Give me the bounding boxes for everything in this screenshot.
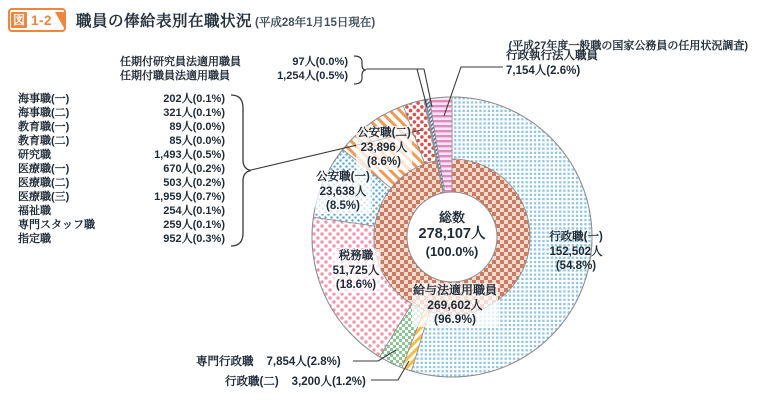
list-item [18, 218, 225, 232]
callout-name: 行政職(一) [549, 231, 603, 243]
list-item [18, 162, 225, 176]
list-item-value: 1,493人(0.5%) [154, 149, 225, 161]
list-item [18, 92, 225, 106]
figure-title-note: (平成28年1月15日現在) [255, 17, 376, 29]
list-item-label: 福祉職 [18, 205, 51, 217]
label-gyosei-1 [548, 230, 604, 274]
callout-people: 269,602人 [427, 297, 483, 312]
list-item-value: 89人(0.0%) [169, 121, 225, 133]
list-item-value: 670人(0.2%) [163, 163, 225, 175]
list-item [18, 232, 225, 246]
list-item-label: 研究職 [18, 149, 51, 161]
list-item-label: 医療職(二) [18, 177, 70, 189]
list-item-label: 指定職 [18, 233, 51, 245]
callout-name: 税務職 [338, 250, 374, 262]
list-item-value: 254人(0.1%) [163, 205, 225, 217]
label-zeimu [332, 249, 381, 293]
callout-people: 23,638人 [319, 185, 367, 198]
list-item-value: 952人(0.3%) [163, 233, 225, 245]
label-total-center [418, 209, 487, 260]
label-koan-1 [315, 170, 371, 214]
list-item-value: 202人(0.1%) [163, 93, 225, 105]
callout-people: 152,502人 [549, 245, 603, 258]
left-list-brace [231, 95, 251, 246]
callout-pct: (96.9%) [433, 312, 477, 326]
total-label: 総数 [438, 210, 466, 225]
list-item [18, 190, 225, 204]
callout-name: 行政執行法人職員 [506, 50, 598, 62]
callout-pct: (8.6%) [367, 156, 401, 168]
list-item-value: 1,254人(0.5%) [277, 70, 348, 82]
callout-value: 7,854人(2.8%) [266, 356, 341, 368]
list-item-label: 医療職(一) [18, 163, 70, 175]
label-gyosei-hojin [505, 49, 599, 79]
callout-pct: (18.6%) [335, 279, 377, 291]
list-item [18, 176, 225, 190]
survey-note: (平成27年度一般職の国家公務員の任用状況調査) [508, 40, 748, 52]
label-koan-2 [356, 126, 412, 170]
list-item [120, 69, 348, 83]
label-inner-ring [412, 283, 498, 327]
list-item-label: 教育職(一) [18, 121, 70, 133]
salary-table-list [18, 92, 225, 246]
list-item-label: 教育職(二) [18, 135, 70, 147]
list-item-label: 専門スタッフ職 [18, 219, 95, 231]
list-item-value: 97人(0.0%) [292, 56, 348, 68]
list-item [18, 204, 225, 218]
callout-people: 23,896人 [360, 141, 408, 154]
callout-name: 給与法適用職員 [412, 283, 498, 297]
callout-people: 51,725人 [332, 264, 380, 277]
badge-tail-icon [55, 12, 64, 28]
figure-header [8, 8, 375, 32]
total-pct: (100.0%) [425, 244, 479, 259]
list-item-label: 海事職(二) [18, 107, 70, 119]
callout-pct: (54.8%) [555, 260, 597, 272]
figure-number-badge [8, 8, 66, 32]
label-senmon-gyosei [196, 353, 341, 369]
list-item [18, 148, 225, 162]
figure-title: 職員の俸給表別在職状況 [76, 13, 253, 30]
callout-name: 専門行政職 [196, 356, 254, 368]
list-item-value: 321人(0.1%) [163, 107, 225, 119]
list-item-value: 503人(0.2%) [163, 177, 225, 189]
callout-value: 7,154人(2.6%) [506, 65, 581, 77]
list-item [18, 106, 225, 120]
tempappointee-list [120, 55, 348, 83]
list-item-value: 85人(0.0%) [169, 135, 225, 147]
list-item-value: 1,959人(0.7%) [154, 191, 225, 203]
callout-pct: (8.5%) [326, 200, 360, 212]
list-item-value: 259人(0.1%) [163, 219, 225, 231]
list-item-label: 医療職(三) [18, 191, 70, 203]
callout-name: 行政職(二) [225, 376, 279, 388]
label-gyosei-2 [225, 373, 366, 389]
callout-name: 公安職(二) [357, 127, 411, 139]
list-item-label: 任期付研究員法適用職員 [120, 56, 241, 68]
title-wrap [76, 9, 375, 31]
list-item [18, 134, 225, 148]
badge-zu-square: 図 [12, 13, 25, 27]
list-item-label: 海事職(一) [18, 93, 70, 105]
callout-value: 3,200人(1.2%) [291, 376, 366, 388]
top-list-brace [354, 56, 366, 84]
callout-name: 公安職(一) [316, 171, 370, 183]
list-item [18, 120, 225, 134]
badge-number: 1-2 [31, 12, 53, 28]
list-item [120, 55, 348, 69]
total-people: 278,107人 [418, 226, 486, 242]
list-item-label: 任期付職員法適用職員 [120, 70, 230, 82]
